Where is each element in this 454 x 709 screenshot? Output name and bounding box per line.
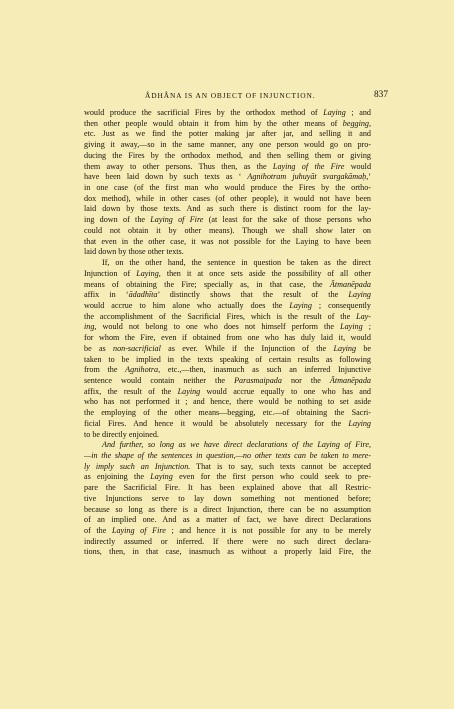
text-run: laid down by those other texts. xyxy=(84,247,184,257)
text-run: ; and hence it is not possible for any to be merely xyxy=(165,526,372,536)
text-run: That is to say, such texts cannot be accepted xyxy=(190,461,371,471)
text-line xyxy=(84,312,371,323)
text-line xyxy=(84,151,371,162)
text-run: even for the first person who could seek to pre- xyxy=(172,472,371,482)
text-run: If, on the other hand, the sentence in question be taken as the direct xyxy=(102,258,371,268)
text-run: ficial Fires. And hence it would be absolutely necessary for the xyxy=(84,418,349,428)
text-run: would accrue equally to one who has and xyxy=(200,386,371,396)
text-run: would xyxy=(344,161,372,171)
text-run: ’ xyxy=(368,172,371,182)
text-run: affix in ‘ xyxy=(84,290,129,300)
italic-run: begging, xyxy=(342,118,371,128)
text-run: have been laid down by such texts as ‘ xyxy=(84,172,248,182)
italic-run: ly imply such an Injunction. xyxy=(84,461,191,471)
text-run: ducing the Fires by the orthodox method, and then selling them or giving xyxy=(84,150,371,160)
italic-run: Laying xyxy=(289,300,312,310)
italic-run: Laying xyxy=(177,386,201,396)
text-line xyxy=(84,408,371,419)
text-run: in one case (of the first man who would produce the Fires by the ortho- xyxy=(84,183,371,193)
body-text xyxy=(84,108,371,558)
text-run: etc.,—then, inasmuch as such an inferred Injunctive xyxy=(160,365,371,375)
text-line xyxy=(84,108,371,119)
text-run: would not belong to one who does not himself perform the xyxy=(96,322,341,332)
text-line xyxy=(84,290,371,301)
text-line xyxy=(84,451,371,462)
italic-run: Laying xyxy=(150,472,173,482)
italic-run: Laying xyxy=(348,290,371,300)
italic-run: Agnihotram juhuyāt svargakāmaḥ, xyxy=(247,172,369,182)
text-run: Injunction of xyxy=(84,268,137,278)
text-run: (at least for the sake of those persons who xyxy=(203,215,372,225)
text-line xyxy=(84,301,371,312)
text-line xyxy=(84,140,371,151)
text-run: then it at once sets aside the possibility of all other xyxy=(160,268,371,278)
text-run: the accomplishment of the Sacrificial Fires, which is the result of the xyxy=(84,311,357,321)
text-run: ing down of the xyxy=(84,215,151,225)
text-line xyxy=(84,462,371,473)
italic-run: —in the shape of the sentences in question,—no other texts can be taken to mere- xyxy=(84,451,371,460)
text-line xyxy=(84,494,371,505)
text-run: etc. Just as we find the potter making jar after jar, and selling it and xyxy=(84,129,371,139)
text-line xyxy=(84,237,371,248)
italic-run: Lay- xyxy=(356,311,371,321)
text-line xyxy=(84,365,371,376)
text-run: tive Injunctions serve to lay down something not mentioned before; xyxy=(84,493,371,503)
text-run: ; xyxy=(362,322,372,332)
text-run: be as xyxy=(84,343,114,353)
text-line xyxy=(84,344,371,355)
italic-run: Laying xyxy=(340,322,363,332)
running-title: ÂDHÂNA IS AN OBJECT OF INJUNCTION. xyxy=(145,91,316,100)
italic-run: Laying of Fire xyxy=(111,526,166,536)
text-line xyxy=(84,226,371,237)
text-line xyxy=(84,119,371,130)
text-line xyxy=(84,322,371,333)
text-run: pare the Sacrificial Fire. It has been explained above that all Restric- xyxy=(84,483,371,493)
text-run: ; consequently xyxy=(311,300,371,310)
text-run: nor the xyxy=(281,375,330,385)
text-run: tions, then, in that case, inasmuch as without a properly laid Fire, the xyxy=(84,547,371,557)
running-head xyxy=(80,90,388,103)
text-run: the employing of the other means—begging, etc.—of obtaining the Sacri- xyxy=(84,408,371,418)
text-run: affix, the result of the xyxy=(84,386,178,396)
text-run: means of obtaining the Fire; specially as, in that case, the xyxy=(84,279,330,289)
text-run: giving it away,—so in the same manner, any one person would go on pro- xyxy=(84,140,371,150)
italic-run: Laying of the Fire xyxy=(272,161,345,171)
italic-run: Laying xyxy=(348,418,371,428)
italic-run: Laying of Fire xyxy=(150,215,204,225)
text-line xyxy=(84,472,371,483)
text-line xyxy=(84,355,371,366)
italic-run: Ātmanēpada xyxy=(329,279,371,289)
text-run: who has not performed it ; and hence, there would be nothing to set aside xyxy=(84,397,371,407)
text-line xyxy=(84,537,371,548)
page-number: 837 xyxy=(373,90,388,100)
text-line xyxy=(84,129,371,140)
text-line xyxy=(84,419,371,430)
text-run: then other people would obtain it from him by the other means of xyxy=(84,118,343,128)
text-line xyxy=(84,515,371,526)
text-run: could not obtain it by other means). Though we shall show later on xyxy=(84,225,371,235)
text-line xyxy=(84,204,371,215)
text-line xyxy=(84,440,371,451)
italic-run: ādadhīta xyxy=(128,290,158,300)
text-run: that even in the other case, it was not possible for the Laying to have been xyxy=(84,236,371,246)
text-run: of an implied one. And as a matter of fact, we have direct Declarations xyxy=(84,515,371,525)
text-line xyxy=(84,430,371,441)
text-line xyxy=(84,376,371,387)
text-run: be xyxy=(356,343,372,353)
italic-run: Laying, xyxy=(136,268,161,278)
text-run: of the xyxy=(84,526,112,536)
text-line xyxy=(84,280,371,291)
text-run: indirectly assumed or inferred. If there were no such direct declara- xyxy=(84,536,371,546)
text-line xyxy=(84,483,371,494)
text-run: would accrue to him alone who actually does the xyxy=(84,300,290,310)
italic-run: And further, so long as we have direct declarations of the Laying of Fire, xyxy=(102,440,371,450)
text-run: from the xyxy=(84,365,126,375)
text-line xyxy=(84,162,371,173)
text-run: because so long as there is a direct Injunction, there can be no assumption xyxy=(84,504,371,514)
text-line xyxy=(84,333,371,344)
text-line xyxy=(84,547,371,558)
italic-run: non-sacrificial xyxy=(113,343,161,353)
text-run: taken to be implied in the texts speaking of certain results as following xyxy=(84,354,371,364)
text-line xyxy=(84,183,371,194)
text-run: ; and xyxy=(345,108,371,117)
italic-run: Ātmanēpada xyxy=(329,375,371,385)
text-run: laid down by those texts. And as such there is distinct room for the lay- xyxy=(84,204,371,214)
text-run: sentence would contain neither the xyxy=(84,375,235,385)
text-run: as ever. While if the Injunction of the xyxy=(160,343,334,353)
text-line xyxy=(84,397,371,408)
text-run: would produce the sacrificial Fires by the orthodox method of xyxy=(84,108,324,117)
text-run: for whom the Fire, even if obtained from one who has duly laid it, would xyxy=(84,333,371,343)
italic-run: Laying xyxy=(333,343,357,353)
text-run: dox method), while in other cases (of other people), it would not have been xyxy=(84,193,371,203)
text-line xyxy=(84,172,371,183)
italic-run: Laying xyxy=(323,108,346,117)
italic-run: Parasmaipada xyxy=(234,375,282,385)
text-line xyxy=(84,526,371,537)
text-run: as enjoining the xyxy=(84,472,151,482)
text-run: ’ distinctly shows that the result of the xyxy=(157,290,349,300)
text-line xyxy=(84,387,371,398)
text-line xyxy=(84,215,371,226)
text-line xyxy=(84,247,371,258)
text-run: to be directly enjoined. xyxy=(84,429,159,439)
text-line xyxy=(84,258,371,269)
text-line xyxy=(84,269,371,280)
text-line xyxy=(84,505,371,516)
text-run: them away to other persons. Thus then, as the xyxy=(84,161,273,171)
italic-run: ing, xyxy=(84,322,97,332)
text-line xyxy=(84,194,371,205)
italic-run: Agnihotra, xyxy=(125,365,161,375)
